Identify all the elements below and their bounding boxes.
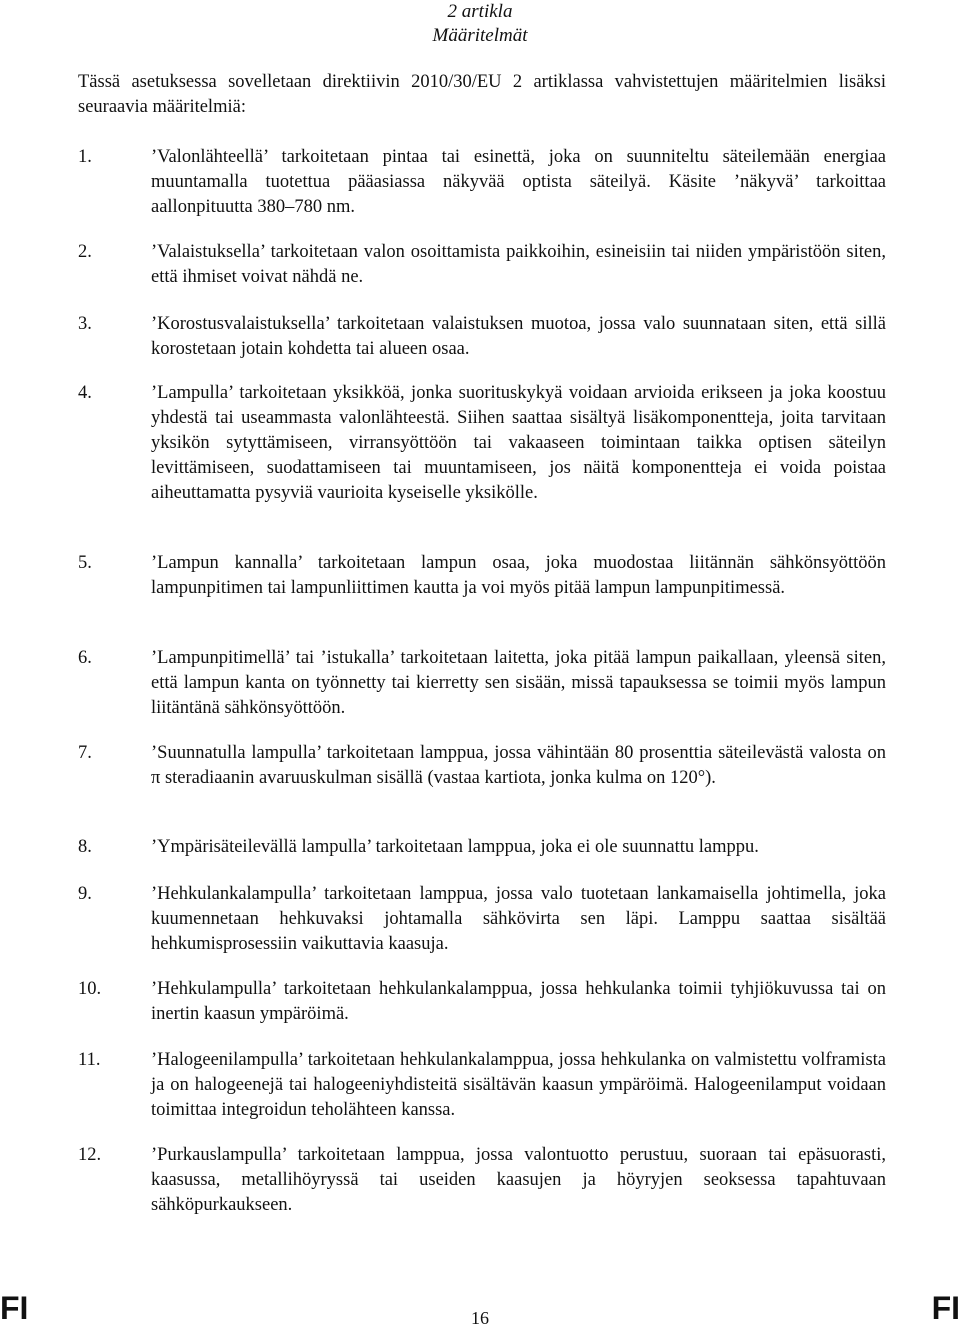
definition-number: 11. — [78, 1050, 101, 1070]
definition-number: 8. — [78, 837, 92, 857]
definition-item-12 — [78, 1143, 886, 1218]
article-number: 2 artikla — [447, 1, 513, 22]
intro-paragraph: Tässä asetuksessa sovelletaan direktiivin 2010/30/EU 2 artiklassa vahvistettujen määritelmien lisäksi seuraavia määritelmiä: — [78, 72, 886, 117]
definition-text: ’Hehkulampulla’ tarkoitetaan hehkulankalamppua, jossa hehkulanka toimii tyhjiökuvussa tai on inertin kaasun ympäröimä. — [151, 979, 886, 1024]
definition-item-7 — [78, 741, 886, 791]
definition-text: ’Suunnatulla lampulla’ tarkoitetaan lamppua, jossa vähintään 80 prosenttia säteilevästä valosta on π steradiaanin avaruuskulman sisällä (vastaa kartiota, jonka kulma on 120°). — [151, 743, 886, 788]
definition-number: 7. — [78, 743, 92, 763]
definition-text: ’Ympärisäteilevällä lampulla’ tarkoitetaan lamppua, joka ei ole suunnattu lamppu. — [151, 837, 759, 857]
definition-item-9 — [78, 882, 886, 957]
definition-number: 10. — [78, 979, 102, 999]
definition-text: ’Purkauslampulla’ tarkoitetaan lamppua, jossa valontuotto perustuu, suoraan tai epäsuorasti, kaasussa, metallihöyryssä tai useiden kaasujen ja höyryjen seoksessa tapahtuvaan sähköpurkaukseen. — [151, 1145, 886, 1215]
definition-number: 2. — [78, 242, 92, 262]
definition-number: 9. — [78, 884, 92, 904]
definition-item-10 — [78, 977, 886, 1027]
definition-text: ’Lampulla’ tarkoitetaan yksikköä, jonka suorituskykyä voidaan arvioida erikseen ja joka koostuu yhdestä tai useammasta valonlähteestä. Siihen saattaa sisältyä lisäkomponentteja, joita tarvitaan yksikön sytyttämiseen, virransyöttöön tai vakaaseen toimintaan taikka optisen säteilyn levittämiseen, suodattamiseen tai muuntamiseen, jos näitä komponentteja ei voida poistaa aiheuttamatta pysyviä vaurioita kyseiselle yksikölle. — [151, 383, 886, 503]
definition-text: ’Valonlähteellä’ tarkoitetaan pintaa tai esinettä, joka on suunniteltu säteilemään energiaa muuntamalla tuotettua pääasiassa näkyvää optista säteilyä. Käsite ’näkyvä’ tarkoittaa aallonpituutta 380–780 nm. — [151, 147, 886, 217]
article-title: Määritelmät — [432, 25, 528, 46]
definition-number: 5. — [78, 553, 92, 573]
definition-text: ’Valaistuksella’ tarkoitetaan valon osoittamista paikkoihin, esineisiin tai niiden ympäristöön siten, että ihmiset voivat nähdä ne. — [151, 242, 886, 287]
definition-text: ’Hehkulankalampulla’ tarkoitetaan lamppua, jossa valo tuotetaan lankamaisella johtimella, joka kuumennetaan hehkuvaksi johtamalla sähkövirta sen läpi. Lamppu saattaa sisältää hehkumisprosessiin vaikuttavia kaasuja. — [151, 884, 886, 954]
definition-item-2 — [78, 240, 886, 290]
footer-language-right: FI — [931, 1290, 960, 1326]
definition-text: ’Korostusvalaistuksella’ tarkoitetaan valaistuksen muotoa, jossa valo suunnataan siten, että sillä korostetaan jotain kohdetta tai alueen osaa. — [151, 314, 886, 359]
definition-item-1 — [78, 145, 886, 220]
definition-item-4 — [78, 381, 886, 506]
definition-number: 1. — [78, 147, 92, 167]
definition-item-6 — [78, 646, 886, 721]
definition-number: 3. — [78, 314, 92, 334]
definition-item-5 — [78, 551, 886, 601]
definition-item-8 — [78, 835, 886, 860]
definition-text: ’Lampun kannalla’ tarkoitetaan lampun osaa, joka muodostaa liitännän sähkönsyöttöön lampunpitimen tai lampunliittimen kautta ja voi myös pitää lampun lampunpitimessä. — [151, 553, 886, 598]
page-number: 16 — [471, 1308, 489, 1328]
definition-text: ’Halogeenilampulla’ tarkoitetaan hehkulankalamppua, jossa hehkulanka on valmistettu volframista ja on halogeenejä tai halogeeniyhdisteitä sisältävän kaasun ympäröimä. Halogeenilamput voidaan toimittaa integroidun teholähteen kanssa. — [151, 1050, 886, 1120]
definition-item-3 — [78, 312, 886, 362]
definition-number: 12. — [78, 1145, 102, 1165]
definition-text: ’Lampunpitimellä’ tai ’istukalla’ tarkoitetaan laitetta, joka pitää lampun paikallaan, yleensä siten, että lampun kanta on työnnetty tai kierretty sen sisään, missä tapauksessa se toimii myös lampun liitäntänä sähkönsyöttöön. — [151, 648, 886, 718]
footer-language-left: FI — [0, 1290, 29, 1326]
definition-item-11 — [78, 1048, 886, 1123]
definition-number: 6. — [78, 648, 92, 668]
definition-number: 4. — [78, 383, 92, 403]
